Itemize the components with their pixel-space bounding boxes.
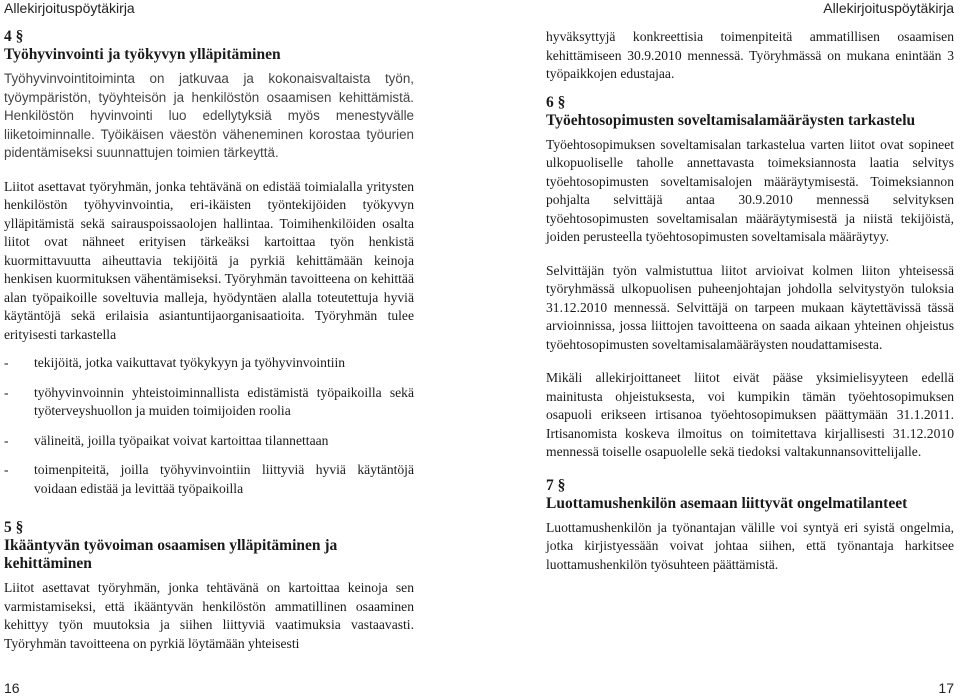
section-4-intro-paragraph: Työhyvinvointitoiminta on jatkuvaa ja kokonaisvaltaista työn, työympäristön, työyhteisön ja henkilöstön osaamisen kehittämistä. Henkilöstön hyvinvointi luo edellytyksiä myös menestyvälle liiketoiminnalle. Työikäisen väestön väheneminen korostaa työurien pidentämiseksi suunnattujen toimien tärkeyttä. bbox=[4, 71, 414, 160]
section-6-paragraph-1: Työehtosopimuksen soveltamisalan tarkastelua varten liitot ovat sopineet ulkopuoliselle taholle annettavasta toimeksiannosta laatia selvitys työehtosopimusten soveltamisalojen määräytymisestä. Toimeksiannon pohjalta selvittäjä antaa 30.9.2010 mennessä selvityksen työehtosopimusten soveltamisalan määräytymisestä ja niistä tekijöistä, joiden perusteella työehtosopimusten soveltamisala määräytyy. bbox=[546, 136, 954, 244]
section-4-number: 4 § bbox=[4, 28, 24, 45]
page-number: 17 bbox=[938, 680, 954, 696]
left-column bbox=[4, 28, 414, 653]
right-column bbox=[546, 28, 954, 574]
section-7-paragraph: Luottamushenkilön ja työnantajan välille voi syntyä eri syistä ongelmia, jotka kirjistyessään voivat johtaa siihen, että työnantaja harkitsee luottamushenkilön työsuhteen päättämistä. bbox=[546, 519, 954, 572]
section-7-title: Luottamushenkilön asemaan liittyvät ongelmatilanteet bbox=[546, 494, 908, 512]
section-6-title: Työehtosopimusten soveltamisalamääräysten tarkastelu bbox=[546, 111, 916, 129]
section-4-title: Työhyvinvointi ja työkyvyn ylläpitäminen bbox=[4, 46, 281, 63]
section-7-number: 7 § bbox=[546, 476, 566, 494]
section-4-paragraph: Liitot asettavat työryhmän, jonka tehtävänä on edistää toimialalla yritysten henkilöstön työhyvinvointia, eri-ikäisten työntekijöiden työkyvyn ylläpitämistä sekä sairauspoissaolojen hallintaa. Toimihenkilöiden osalta liitot ovat nähneet erityisen tärkeäksi kartoittaa työn henkistä kuormittavuutta aiheuttavia tekijöitä ja pyrkiä kehittämään keinoja henkisen kuormituksen vähentämiseksi. Työryhmän tavoitteena on kehittää alan työpaikoille soveltuvia malleja, hyödyntäen alalla toteutettuja hyviä käytäntöjä sekä erilaisia asiantuntijaorganisaatioita. Työryhmän tulee erityisesti tarkastella bbox=[4, 178, 414, 342]
section-6-paragraph-2: Selvittäjän työn valmistuttua liitot arvioivat kolmen liiton yhteisessä työryhmässä ulkopuolisen puheenjohtajan johdolla selvitystyön tuloksia 31.12.2010 mennessä. Selvittäjä on tarpeen mukaan käytettävissä tässä arvioinnissa, jossa liittojen tavoitteena on saada aikaan yhteinen ohjeistus työehtosopimusten soveltamisalamääräysten noudattamisesta. bbox=[546, 262, 954, 352]
list-item: - työhyvinvoinnin yhteistoiminnallista edistämistä työpaikoilla sekä työterveyshuollon ja muiden toimijoiden roolia bbox=[4, 384, 414, 418]
page-header: Allekirjoituspöytäkirja bbox=[4, 0, 135, 16]
section-5-paragraph: Liitot asettavat työryhmän, jonka tehtävänä on kartoittaa keinoja sen varmistamiseksi, että ikääntyvän henkilöstön ammatillinen osaaminen kehittyy työn muutoksia ja siihen liittyviä vaatimuksia vastaavasti. Työryhmän tavoitteena on pyrkiä löytämään yhteisesti bbox=[4, 580, 414, 651]
section-6-number: 6 § bbox=[546, 93, 566, 111]
page-header: Allekirjoituspöytäkirja bbox=[823, 0, 954, 16]
list-item: - välineitä, joilla työpaikat voivat kartoittaa tilannettaan bbox=[4, 432, 329, 448]
right-page bbox=[480, 0, 960, 697]
list-item: - toimenpiteitä, joilla työhyvinvointiin liittyviä hyviä käytäntöjä voidaan edistää ja levittää työpaikoilla bbox=[4, 462, 414, 496]
list-item: - tekijöitä, jotka vaikuttavat työkykyyn ja työhyvinvointiin bbox=[4, 355, 346, 370]
section-4-bullet-list bbox=[4, 354, 414, 498]
section-6-paragraph-3: Mikäli allekirjoittaneet liitot eivät pääse yksimielisyyteen edellä mainitusta ohjeistuksesta, voi kumpikin tämän työehtosopimuksen osapuoli erikseen irtisanoa työehtosopimuksen päättymään 31.1.2011. Irtisanomista koskeva ilmoitus on toimitettava kirjallisesti 31.12.2010 mennessä toiselle osapuolelle sekä tiedoksi valtakunnansovittelijalle. bbox=[546, 370, 954, 459]
continuation-paragraph: hyväksyttyjä konkreettisia toimenpiteitä ammatillisen osaamisen kehittämiseen 30.9.2010 mennessä. Työryhmässä on mukana enintään 3 työpaikkojen edustajaa. bbox=[546, 29, 954, 81]
page-number: 16 bbox=[4, 680, 20, 696]
section-5-title: Ikääntyvän työvoiman osaamisen ylläpitäminen ja kehittäminen bbox=[4, 537, 338, 572]
section-5-number: 5 § bbox=[4, 519, 24, 536]
